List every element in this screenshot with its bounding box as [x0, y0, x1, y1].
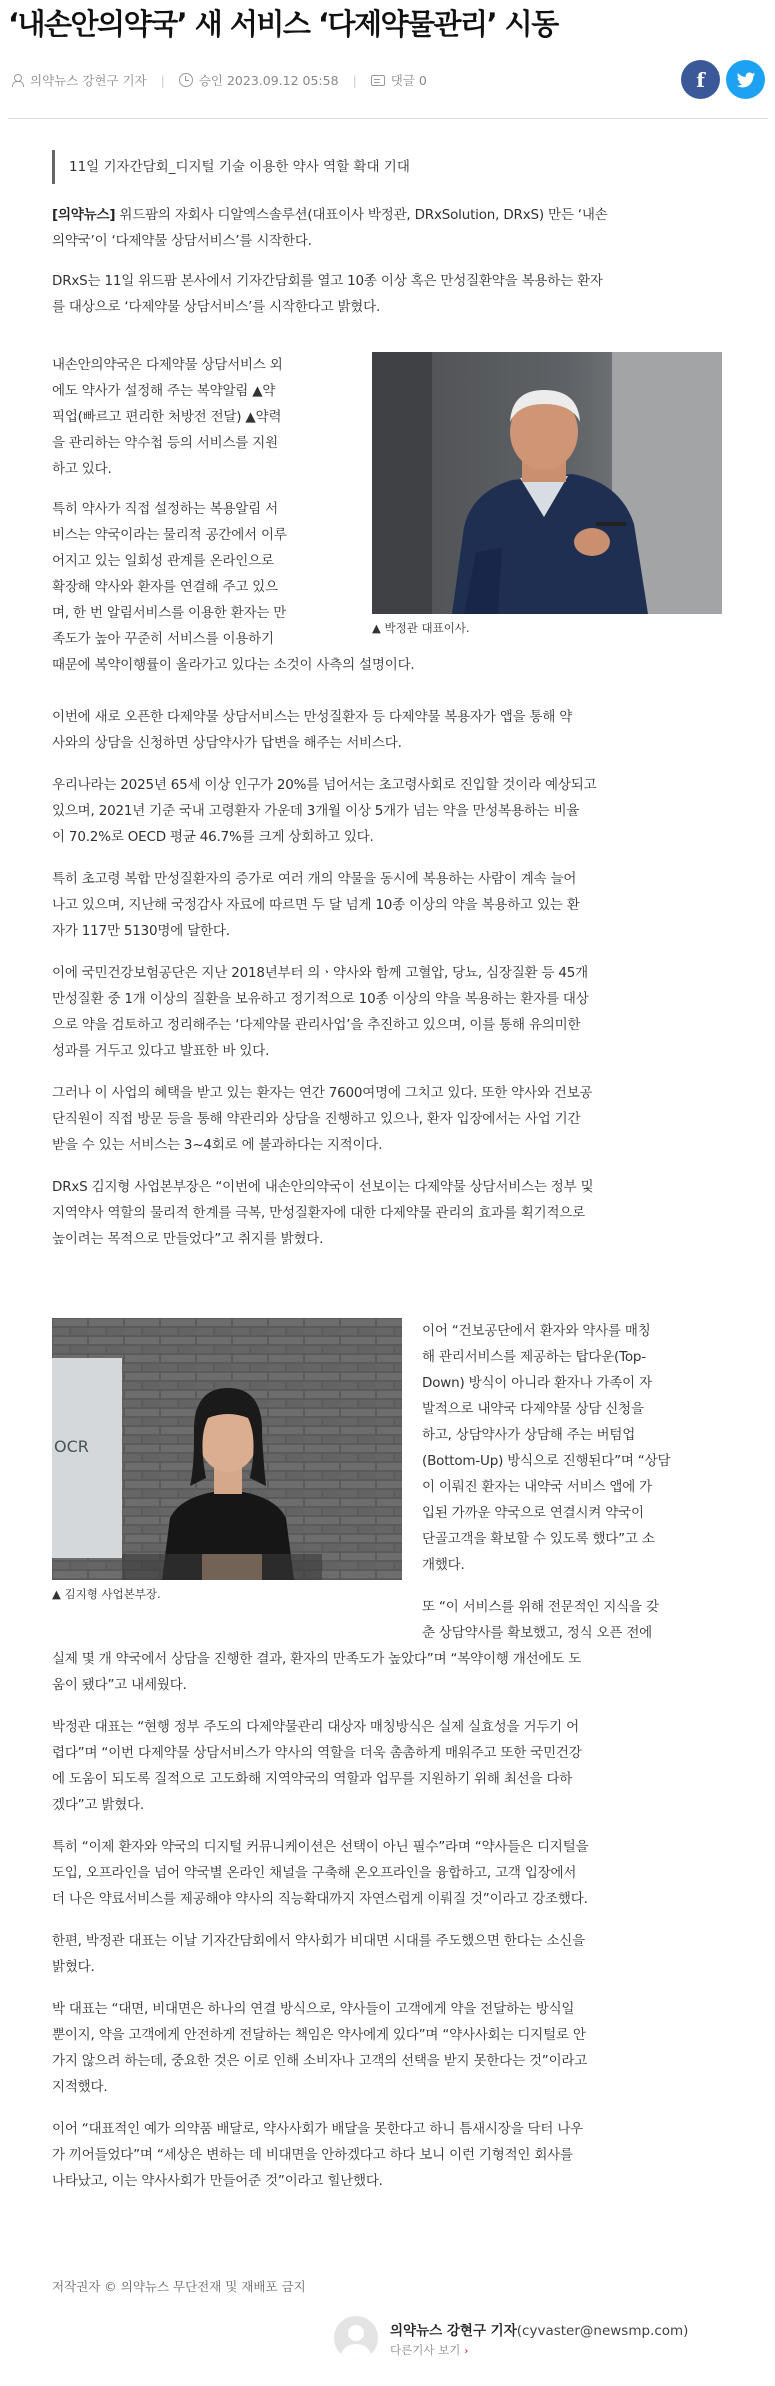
twitter-icon: [736, 70, 756, 90]
source-tag: [의약뉴스]: [52, 207, 116, 223]
screen-text: OCR: [54, 1437, 89, 1456]
paragraph: DRxS는 11일 위드팜 본사에서 기자간담회를 열고 10종 이상 혹은 만성질환약을 복용하는 환자 를 대상으로 ‘다제약물 상담서비스’를 시작한다고 밝혔다.: [52, 273, 603, 315]
meta-approved-label: 승인: [198, 73, 223, 88]
header-divider: [8, 118, 768, 119]
clock-icon: [179, 73, 193, 87]
meta-separator: |: [352, 72, 357, 88]
more-articles-link[interactable]: 다른기사 보기 ›: [390, 2343, 469, 2357]
copyright-notice: 저작권자 © 의약뉴스 무단전재 및 재배포 금지: [52, 2279, 306, 2294]
paragraph: 이번에 새로 오픈한 다제약물 상담서비스는 만성질환자 등 다제약물 복용자가 앱을 통해 약 사와의 상담을 신청하면 상담약사가 답변을 해주는 서비스다.: [52, 709, 573, 751]
paragraph: 이에 국민건강보험공단은 지난 2018년부터 의ㆍ약사와 함께 고혈압, 당뇨, 심장질환 등 45개 만성질환 중 1개 이상의 질환을 보유하고 정기적으로 10종 이상의 약을 복용하는 환자를 대상 으로 약을 검토하고 정리해주는 ‘다제약물 관리사업’을 추진하고 있으며, 이를 통해 유의미한 성과를 거두고 있다고 발표한 바 있다.: [52, 965, 589, 1059]
article-meta: [10, 68, 427, 92]
paragraph: 특히 “이제 환자와 약국의 디지털 커뮤니케이션은 선택이 아닌 필수”라며 “약사들은 디지털을 도입, 오프라인을 넘어 약국별 온라인 채널을 구축해 온오프라인을 융합하고, 고객 입장에서 더 나은 약료서비스를 제공해야 약사의 직능확대까지 자연스럽게 이뤄질 것”이라고 강조했다.: [52, 1839, 589, 1907]
article-title: ‘내손안의약국’ 새 서비스 ‘다제약물관리’ 시동: [8, 7, 558, 41]
author-email[interactable]: (cyvaster@newsmp.com): [516, 2323, 689, 2339]
article-subtitle: 11일 기자간담회_디지털 기술 이용한 약사 역할 확대 기대: [52, 150, 722, 184]
paragraph-continued: 실제 몇 개 약국에서 상담을 진행한 결과, 환자의 만족도가 높았다”며 “복약이행 개선에도 도 움이 됐다”고 내세웠다.: [52, 1651, 582, 1693]
paragraph: 그러나 이 사업의 혜택을 받고 있는 환자는 연간 7600여명에 그치고 있다. 또한 약사와 건보공 단직원이 직접 방문 등을 통해 약관리와 상담을 진행하고 있으나, 환자 입장에서는 사업 기간 받을 수 있는 서비스는 3~4회로 에 불과하다는 지적이다.: [52, 1085, 593, 1153]
meta-author: 의약뉴스 강현구 기자: [30, 73, 147, 88]
paragraph: 박 대표는 “대면, 비대면은 하나의 연결 방식으로, 약사들이 고객에게 약을 전달하는 방식일 뿐이지, 약을 고객에게 안전하게 전달하는 책임은 약사에게 있다”며 “약사사회는 디지털로 안 가지 않으려 하는데, 중요한 것은 이로 인해 소비자나 고객의 선택을 받지 못한다는 것”이라고 지적했다.: [52, 2001, 588, 2095]
comment-icon: [371, 75, 385, 86]
meta-approved-time: 2023.09.12 05:58: [226, 72, 339, 88]
paragraph: [의약뉴스] 위드팜의 자회사 디알엑스솔루션(대표이사 박정관, DRxSolution, DRxS) 만든 ‘내손 의약국’이 ‘다제약물 상담서비스’를 시작한다.: [52, 207, 608, 249]
author-byline: [334, 2310, 724, 2366]
paragraph: 또 “이 서비스를 위해 전문적인 지식을 갖 춘 상담약사를 확보했고, 정식 오픈 전에: [422, 1599, 659, 1641]
chevron-right-icon: ›: [464, 2346, 469, 2357]
meta-comments[interactable]: 댓글 0: [390, 73, 427, 88]
paragraph: 이어 “건보공단에서 환자와 약사를 매칭 해 관리서비스를 제공하는 탑다운(Top- Down) 방식이 아니라 환자나 가족이 자 발적으로 내약국 다제약물 상담 신청을 하고, 상담약사가 상담해 주는 버텀업 (Bottom-Up) 방식으로 진행된다”며 “상담 이 이뤄진 환자는 내약국 서비스 앱에 가 입된 가까운 약국으로 연결시켜 약국이 단골고객을 확보할 수 있도록 했다”고 소 개했다.: [422, 1323, 671, 1573]
paragraph: 박정관 대표는 “현행 정부 주도의 다제약물관리 대상자 매칭방식은 실제 실효성을 거두기 어 렵다”며 “이번 다제약물 상담서비스가 약사의 역할을 더욱 촘촘하게 매워주고 또한 국민건강 에 도움이 되도록 질적으로 고도화해 지역약국의 역할과 업무를 지원하기 위해 최선을 다하 겠다”고 밝혔다.: [52, 1719, 582, 1813]
facebook-icon: f: [696, 67, 705, 92]
director-photo: [52, 1318, 402, 1580]
meta-separator: |: [160, 72, 165, 88]
paragraph: 한편, 박정관 대표는 이날 기자간담회에서 약사회가 비대면 시대를 주도했으면 한다는 소신을 밝혔다.: [52, 1933, 585, 1975]
author-name-line: [390, 2319, 688, 2339]
facebook-share-button[interactable]: [681, 60, 720, 99]
paragraph: 내손안의약국은 다제약물 상담서비스 외 에도 약사가 설정해 주는 복약알림 ▲약 픽업(빠르고 편리한 처방전 전달) ▲약력 을 관리하는 약수첩 등의 서비스를 지원 하고 있다.: [52, 357, 283, 477]
ceo-photo-caption: ▲ 박정관 대표이사.: [372, 621, 470, 635]
person-icon: [10, 73, 24, 87]
director-photo-illustration: [52, 1318, 402, 1580]
author-name: 의약뉴스 강현구 기자: [390, 2323, 517, 2339]
paragraph: 이어 “대표적인 예가 의약품 배달로, 약사사회가 배달을 못한다고 하니 틈새시장을 닥터 나우 가 끼어들었다”며 “세상은 변하는 데 비대면을 안하겠다고 하다 보니 이런 기형적인 회사를 나타났고, 이는 약사사회가 만들어준 것”이라고 힐난했다.: [52, 2121, 584, 2189]
paragraph: DRxS 김지형 사업본부장은 “이번에 내손안의약국이 선보이는 다제약물 상담서비스는 정부 및 지역약사 역할의 물리적 한계를 극복, 만성질환자에 대한 다제약물 관리의 효과를 획기적으로 높이려는 목적으로 만들었다”고 취지를 밝혔다.: [52, 1179, 594, 1247]
paragraph: 특히 약사가 직접 설정하는 복용알림 서 비스는 약국이라는 물리적 공간에서 이루 어지고 있는 일회성 관계를 온라인으로 확장해 약사와 환자를 연결해 주고 있으 며, 한 번 알림서비스를 이용한 환자는 만 족도가 높아 꾸준히 서비스를 이용하기 때문에 복약이행률이 올라가고 있다는 소것이 사측의 설명이다.: [52, 501, 415, 673]
paragraph: 특히 초고령 복합 만성질환자의 증가로 여러 개의 약물을 동시에 복용하는 사람이 계속 늘어 나고 있으며, 지난해 국정감사 자료에 따르면 두 달 넘게 10종 이상의 약을 복용하고 있는 환 자가 117만 5130명에 달한다.: [52, 871, 580, 939]
paragraph: 우리나라는 2025년 65세 이상 인구가 20%를 넘어서는 초고령사회로 진입할 것이라 예상되고 있으며, 2021년 기준 국내 고령환자 가운데 3개월 이상 5개가 넘는 약을 만성복용하는 비율 이 70.2%로 OECD 평균 46.7%를 크게 상회하고 있다.: [52, 777, 597, 845]
twitter-share-button[interactable]: [726, 60, 765, 99]
avatar: [334, 2316, 378, 2360]
director-photo-caption: ▲ 김지형 사업본부장.: [52, 1587, 161, 1601]
